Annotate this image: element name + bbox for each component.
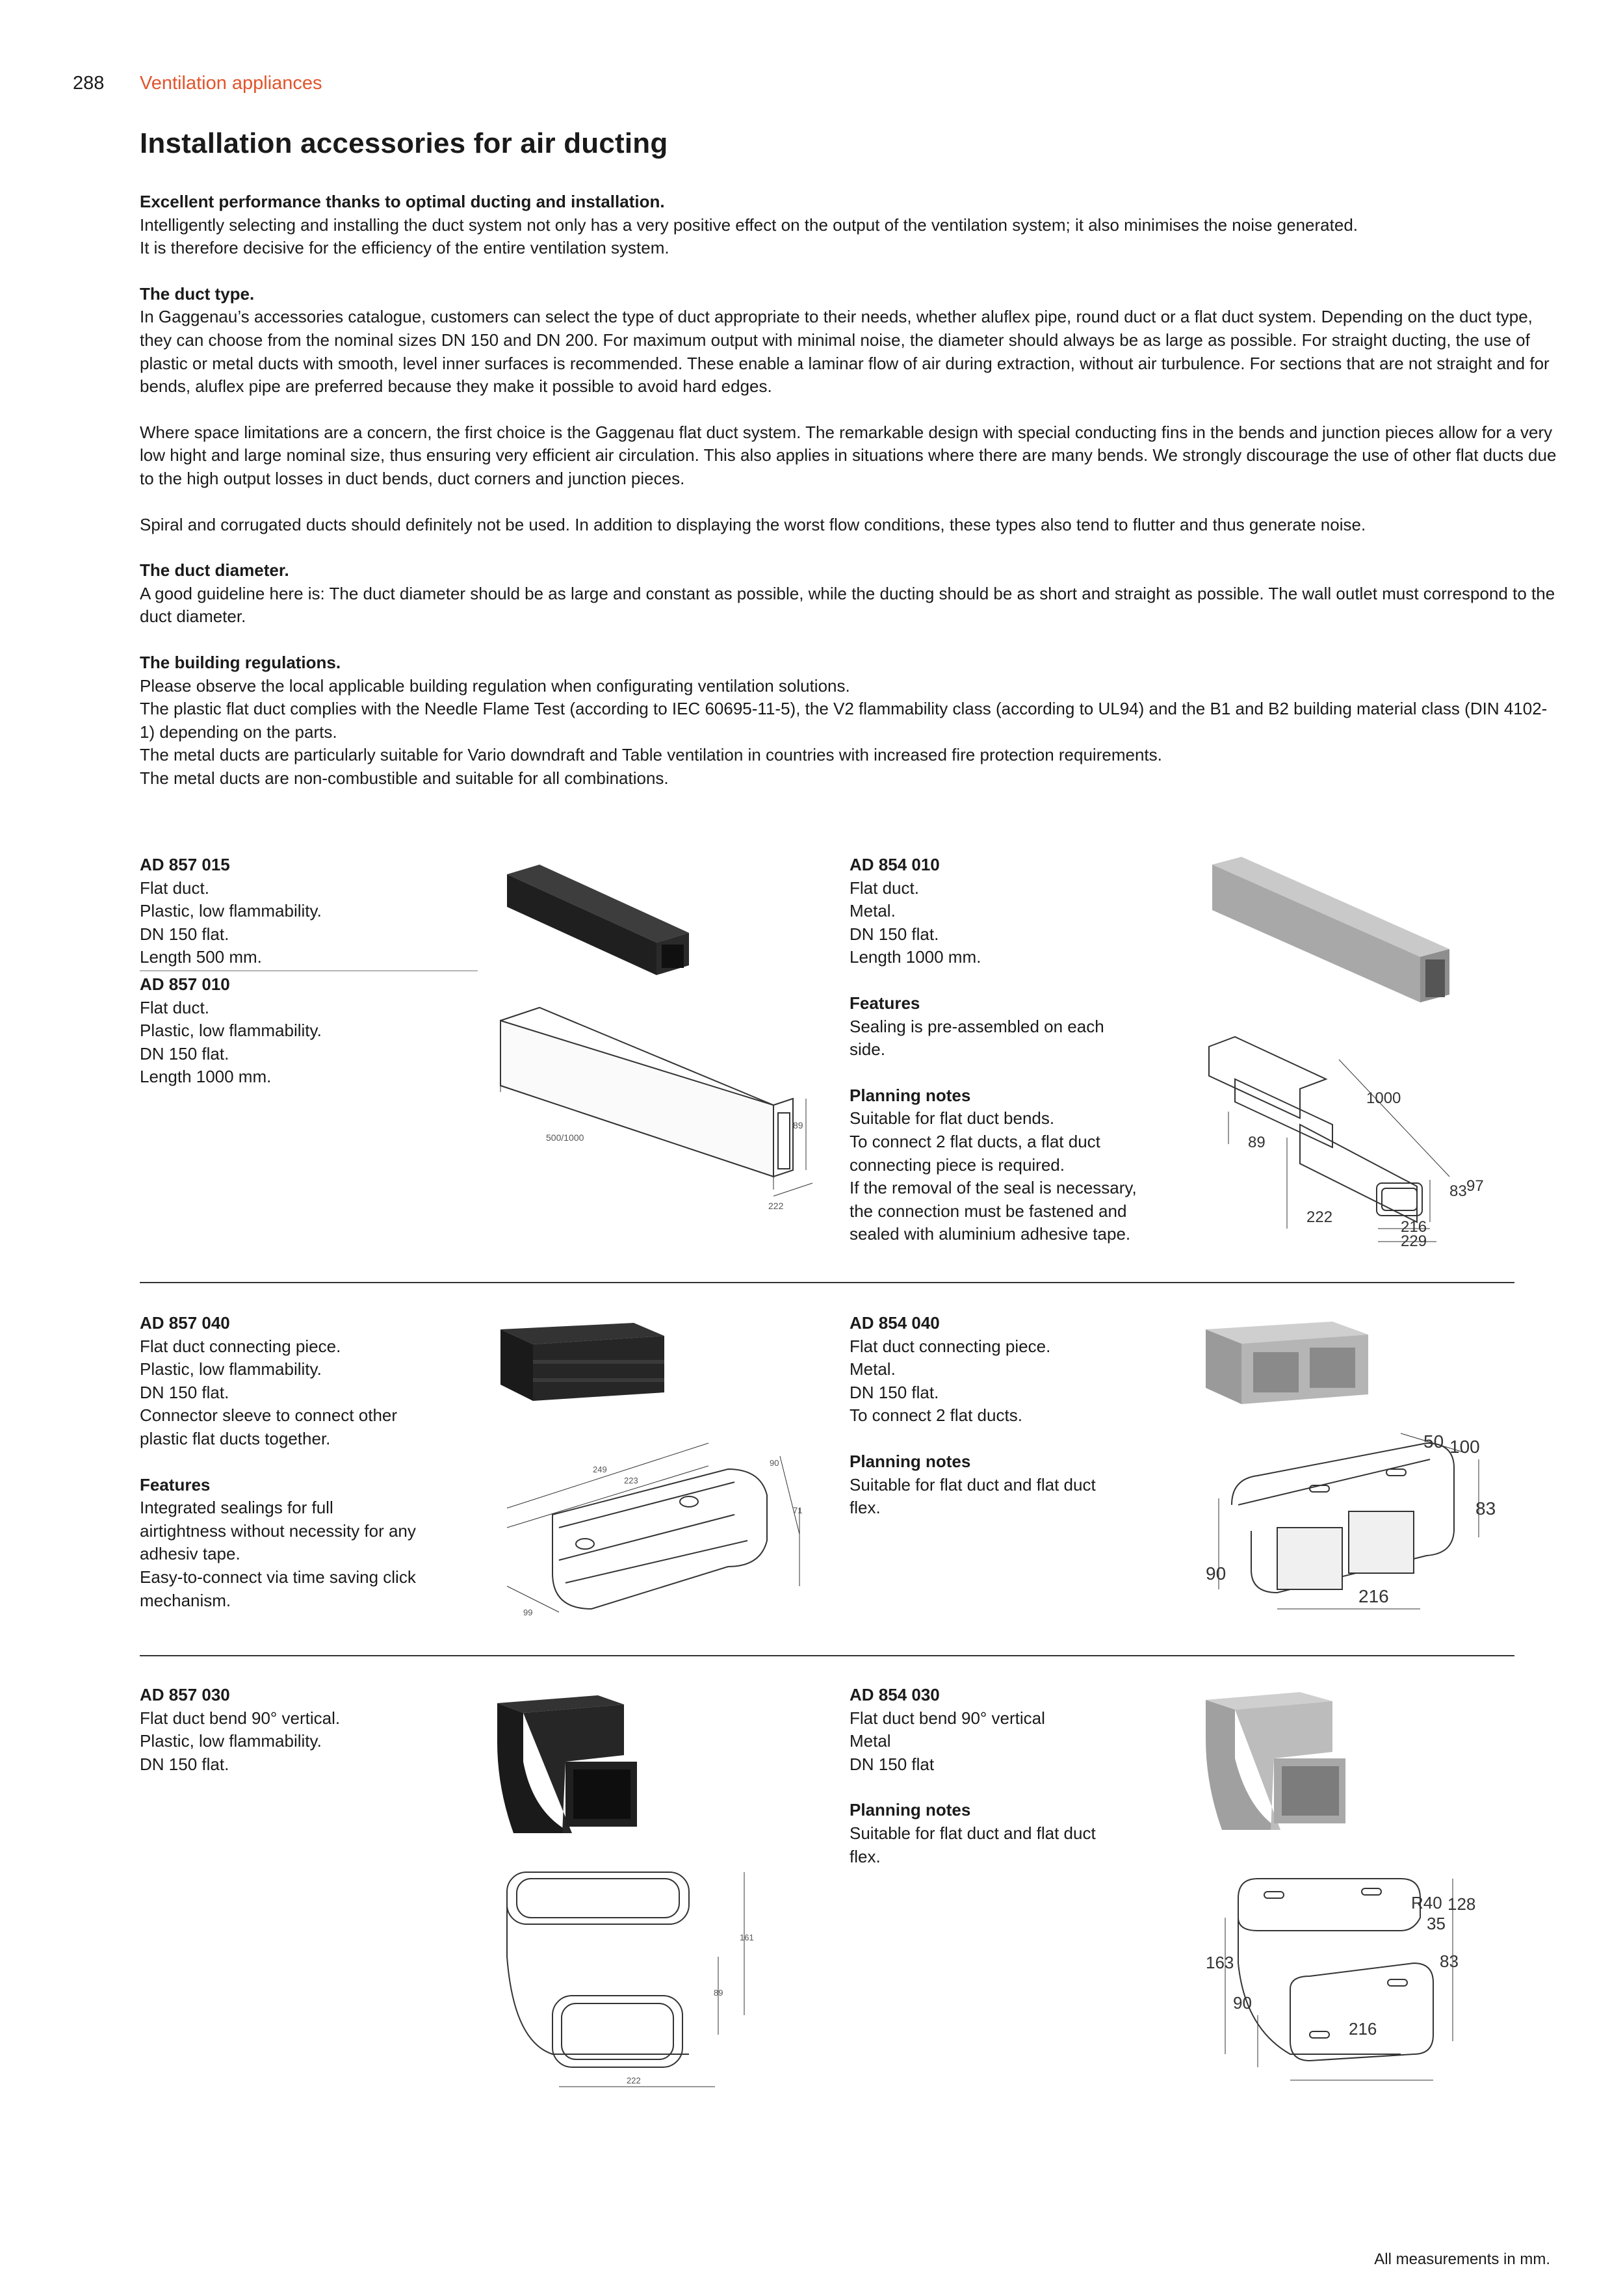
product-ad854040 bbox=[850, 1312, 1175, 1520]
dim-label: 222 bbox=[1306, 1208, 1333, 1226]
product-line: Length 1000 mm. bbox=[140, 1067, 272, 1087]
product-line: DN 150 flat. bbox=[140, 1754, 229, 1774]
dim-label: 222 bbox=[768, 1201, 784, 1211]
dim-label: 100 bbox=[1449, 1437, 1480, 1457]
features-heading: Features bbox=[850, 993, 920, 1013]
product-line: Integrated sealings for full bbox=[140, 1498, 333, 1518]
dim-label: 222 bbox=[627, 2076, 641, 2085]
section-title: Ventilation appliances bbox=[140, 73, 322, 94]
dim-label: 90 bbox=[770, 1458, 779, 1468]
flat-duct-plastic-drawing bbox=[487, 995, 812, 1216]
intro-heading: The duct type. bbox=[140, 283, 255, 304]
product-line: DN 150 flat. bbox=[850, 924, 939, 944]
planning-notes-heading: Planning notes bbox=[850, 1800, 971, 1820]
dim-label: 90 bbox=[1206, 1563, 1227, 1584]
dim-label: 128 bbox=[1448, 1894, 1476, 1914]
planning-notes-heading: Planning notes bbox=[850, 1085, 971, 1105]
dim-label: 99 bbox=[523, 1608, 533, 1617]
product-line: plastic flat ducts together. bbox=[140, 1428, 331, 1448]
product-line: Metal. bbox=[850, 901, 896, 921]
product-line: the connection must be fastened and bbox=[850, 1201, 1127, 1221]
dim-label: 89 bbox=[1248, 1134, 1266, 1151]
product-line: Flat duct. bbox=[140, 997, 209, 1017]
product-line: Sealing is pre-assembled on each bbox=[850, 1016, 1104, 1036]
product-ad854010 bbox=[850, 854, 1175, 1246]
product-line: Flat duct connecting piece. bbox=[850, 1336, 1051, 1356]
intro-block-duct-type bbox=[140, 283, 1557, 398]
page-title: Installation accessories for air ducting bbox=[140, 127, 668, 159]
dim-label: 216 bbox=[1358, 1586, 1389, 1606]
product-line: DN 150 flat. bbox=[140, 924, 229, 944]
product-line: DN 150 flat. bbox=[140, 1382, 229, 1402]
product-code: AD 857 030 bbox=[140, 1685, 230, 1704]
product-code: AD 854 040 bbox=[850, 1313, 940, 1333]
product-line: Suitable for flat duct and flat duct bbox=[850, 1823, 1096, 1843]
product-line: If the removal of the seal is necessary, bbox=[850, 1178, 1137, 1198]
product-line: Metal bbox=[850, 1731, 891, 1751]
footer-note: All measurements in mm. bbox=[1374, 2250, 1550, 2268]
dim-label: 1000 bbox=[1366, 1089, 1401, 1107]
dim-label: 89 bbox=[714, 1988, 723, 1998]
product-line: Length 500 mm. bbox=[140, 947, 262, 967]
dim-label: 89 bbox=[793, 1120, 803, 1130]
dim-label: 223 bbox=[624, 1476, 638, 1485]
intro-paragraph: A good guideline here is: The duct diameter should be as large and constant as possible, while the ducting should be as short and straight as possible. The wall outlet must correspond to the duct diameter. bbox=[140, 583, 1555, 627]
dim-label: 50 bbox=[1423, 1431, 1444, 1452]
product-line: DN 150 flat. bbox=[850, 1382, 939, 1402]
intro-block-performance bbox=[140, 190, 1557, 260]
product-line: flex. bbox=[850, 1846, 881, 1866]
features-heading: Features bbox=[140, 1474, 211, 1494]
product-line: connecting piece is required. bbox=[850, 1155, 1065, 1175]
product-line: Suitable for flat duct and flat duct bbox=[850, 1474, 1096, 1494]
product-line: Plastic, low flammability. bbox=[140, 901, 322, 921]
dim-label: 249 bbox=[593, 1465, 607, 1474]
product-ad857040 bbox=[140, 1312, 478, 1612]
product-line: Suitable for flat duct bends. bbox=[850, 1108, 1055, 1128]
product-line: Flat duct bend 90° vertical. bbox=[140, 1708, 341, 1728]
flat-duct-plastic-photo bbox=[494, 861, 702, 978]
intro-paragraph: The plastic flat duct complies with the Needle Flame Test (according to IEC 60695-11-5), the V2 flammability class (according to UL94) and the B1 and B2 building material class (DIN 4102-1) depending on the parts. bbox=[140, 699, 1548, 742]
product-line: DN 150 flat bbox=[850, 1754, 935, 1774]
product-line: Plastic, low flammability. bbox=[140, 1359, 322, 1379]
dim-label: 35 bbox=[1427, 1914, 1446, 1933]
product-line: Connector sleeve to connect other bbox=[140, 1405, 398, 1426]
product-line: side. bbox=[850, 1039, 885, 1060]
product-line: adhesiv tape. bbox=[140, 1544, 240, 1564]
bend-plastic-photo bbox=[494, 1690, 643, 1840]
product-line: airtightness without necessity for any bbox=[140, 1520, 416, 1541]
bend-plastic-drawing bbox=[494, 1859, 767, 2093]
product-line: DN 150 flat. bbox=[140, 1043, 229, 1063]
product-line: To connect 2 flat ducts, a flat duct bbox=[850, 1131, 1100, 1151]
planning-notes-heading: Planning notes bbox=[850, 1451, 971, 1471]
product-code: AD 854 010 bbox=[850, 855, 940, 874]
product-line: mechanism. bbox=[140, 1590, 231, 1610]
dim-label: 83 bbox=[1440, 1951, 1459, 1971]
product-ad857015 bbox=[140, 854, 478, 1089]
intro-paragraph: The metal ducts are particularly suitable for Vario downdraft and Table ventilation in countries with increased fire protection requirements. bbox=[140, 745, 1162, 765]
intro-text bbox=[140, 190, 1557, 813]
bend-metal-drawing bbox=[1206, 1859, 1492, 2093]
product-ad854030 bbox=[850, 1684, 1175, 1868]
dim-label: 83 bbox=[1475, 1498, 1496, 1519]
dim-label: 216 bbox=[1349, 2019, 1377, 2039]
intro-heading: The building regulations. bbox=[140, 652, 341, 672]
dim-label: 97 bbox=[1466, 1177, 1484, 1195]
intro-paragraph: Intelligently selecting and installing the duct system not only has a very positive effect on the output of the ventilation system; it also minimises the noise generated. bbox=[140, 215, 1358, 235]
product-line: Length 1000 mm. bbox=[850, 947, 981, 967]
product-line: To connect 2 flat ducts. bbox=[850, 1405, 1022, 1426]
product-line: Flat duct connecting piece. bbox=[140, 1336, 341, 1356]
product-line: flex. bbox=[850, 1498, 881, 1518]
connecting-piece-metal-drawing bbox=[1206, 1431, 1496, 1628]
dim-label: R40 bbox=[1411, 1893, 1442, 1912]
intro-block-spiral bbox=[140, 514, 1557, 537]
product-code: AD 857 040 bbox=[140, 1313, 230, 1333]
dim-label: 83 bbox=[1449, 1182, 1467, 1200]
intro-paragraph: The metal ducts are non-combustible and suitable for all combinations. bbox=[140, 768, 669, 788]
flat-duct-metal-photo bbox=[1202, 852, 1456, 1008]
product-ad857030 bbox=[140, 1684, 478, 1776]
product-line: Metal. bbox=[850, 1359, 896, 1379]
intro-block-diameter bbox=[140, 559, 1557, 629]
dim-label: 161 bbox=[740, 1933, 754, 1942]
product-line: Flat duct. bbox=[140, 878, 209, 898]
product-line: Easy-to-connect via time saving click bbox=[140, 1567, 416, 1587]
connecting-piece-plastic-drawing bbox=[494, 1430, 832, 1625]
dim-label: 90 bbox=[1233, 1993, 1252, 2013]
product-line: sealed with aluminium adhesive tape. bbox=[850, 1224, 1131, 1244]
dim-label: 216 bbox=[1401, 1218, 1427, 1236]
page-number: 288 bbox=[73, 73, 105, 94]
product-line: Flat duct. bbox=[850, 878, 919, 898]
product-line: Plastic, low flammability. bbox=[140, 1731, 322, 1751]
intro-paragraph: Where space limitations are a concern, the first choice is the Gaggenau flat duct system. The remarkable design with special conducting fins in the bends and junction pieces allow for a very low hight and large nominal size, thus ensuring very efficient air circulation. This also applies in situations where there are many bends. We strongly discourage the use of other flat ducts due to the high output losses in duct bends, duct corners and junction pieces. bbox=[140, 422, 1557, 488]
intro-heading: Excellent performance thanks to optimal ducting and installation. bbox=[140, 192, 665, 211]
dim-label: 229 bbox=[1401, 1233, 1427, 1250]
section-divider bbox=[140, 1655, 1514, 1656]
product-line: Plastic, low flammability. bbox=[140, 1021, 322, 1041]
product-code: AD 854 030 bbox=[850, 1685, 940, 1704]
intro-paragraph: It is therefore decisive for the efficiency of the entire ventilation system. bbox=[140, 238, 669, 258]
intro-paragraph: In Gaggenau’s accessories catalogue, customers can select the type of duct appropriate to their needs, whether aluflex pipe, round duct or a flat duct system. Depending on the duct type, they can choose from the nominal sizes DN 150 and DN 200. For maximum output with minimal noise, the diameter should always be as large as possible. For straight ducting, the use of plastic or metal ducts with smooth, level inner surfaces is recommended. These enable a laminar flow of air during extraction, without air turbulence. For sections that are not straight and for bends, aluflex pipe are preferred because they make it possible to avoid hard edges. bbox=[140, 307, 1550, 397]
intro-block-regulations bbox=[140, 651, 1557, 790]
product-code: AD 857 010 bbox=[140, 974, 230, 994]
dim-label: 163 bbox=[1206, 1953, 1234, 1972]
connecting-piece-metal-photo bbox=[1202, 1316, 1371, 1414]
intro-block-space bbox=[140, 421, 1557, 491]
flat-duct-metal-drawing bbox=[1202, 1027, 1488, 1261]
intro-heading: The duct diameter. bbox=[140, 560, 289, 581]
connecting-piece-plastic-photo bbox=[494, 1320, 669, 1411]
section-divider bbox=[140, 1282, 1514, 1283]
intro-paragraph: Spiral and corrugated ducts should definitely not be used. In addition to displaying the worst flow conditions, these types also tend to flutter and thus generate noise. bbox=[140, 514, 1366, 534]
product-line: Flat duct bend 90° vertical bbox=[850, 1708, 1045, 1728]
product-code: AD 857 015 bbox=[140, 855, 230, 874]
intro-paragraph: Please observe the local applicable building regulation when configurating ventilation solutions. bbox=[140, 675, 850, 696]
dim-label: 500/1000 bbox=[546, 1132, 584, 1143]
dim-label: 71 bbox=[793, 1506, 803, 1515]
bend-metal-photo bbox=[1202, 1687, 1352, 1836]
